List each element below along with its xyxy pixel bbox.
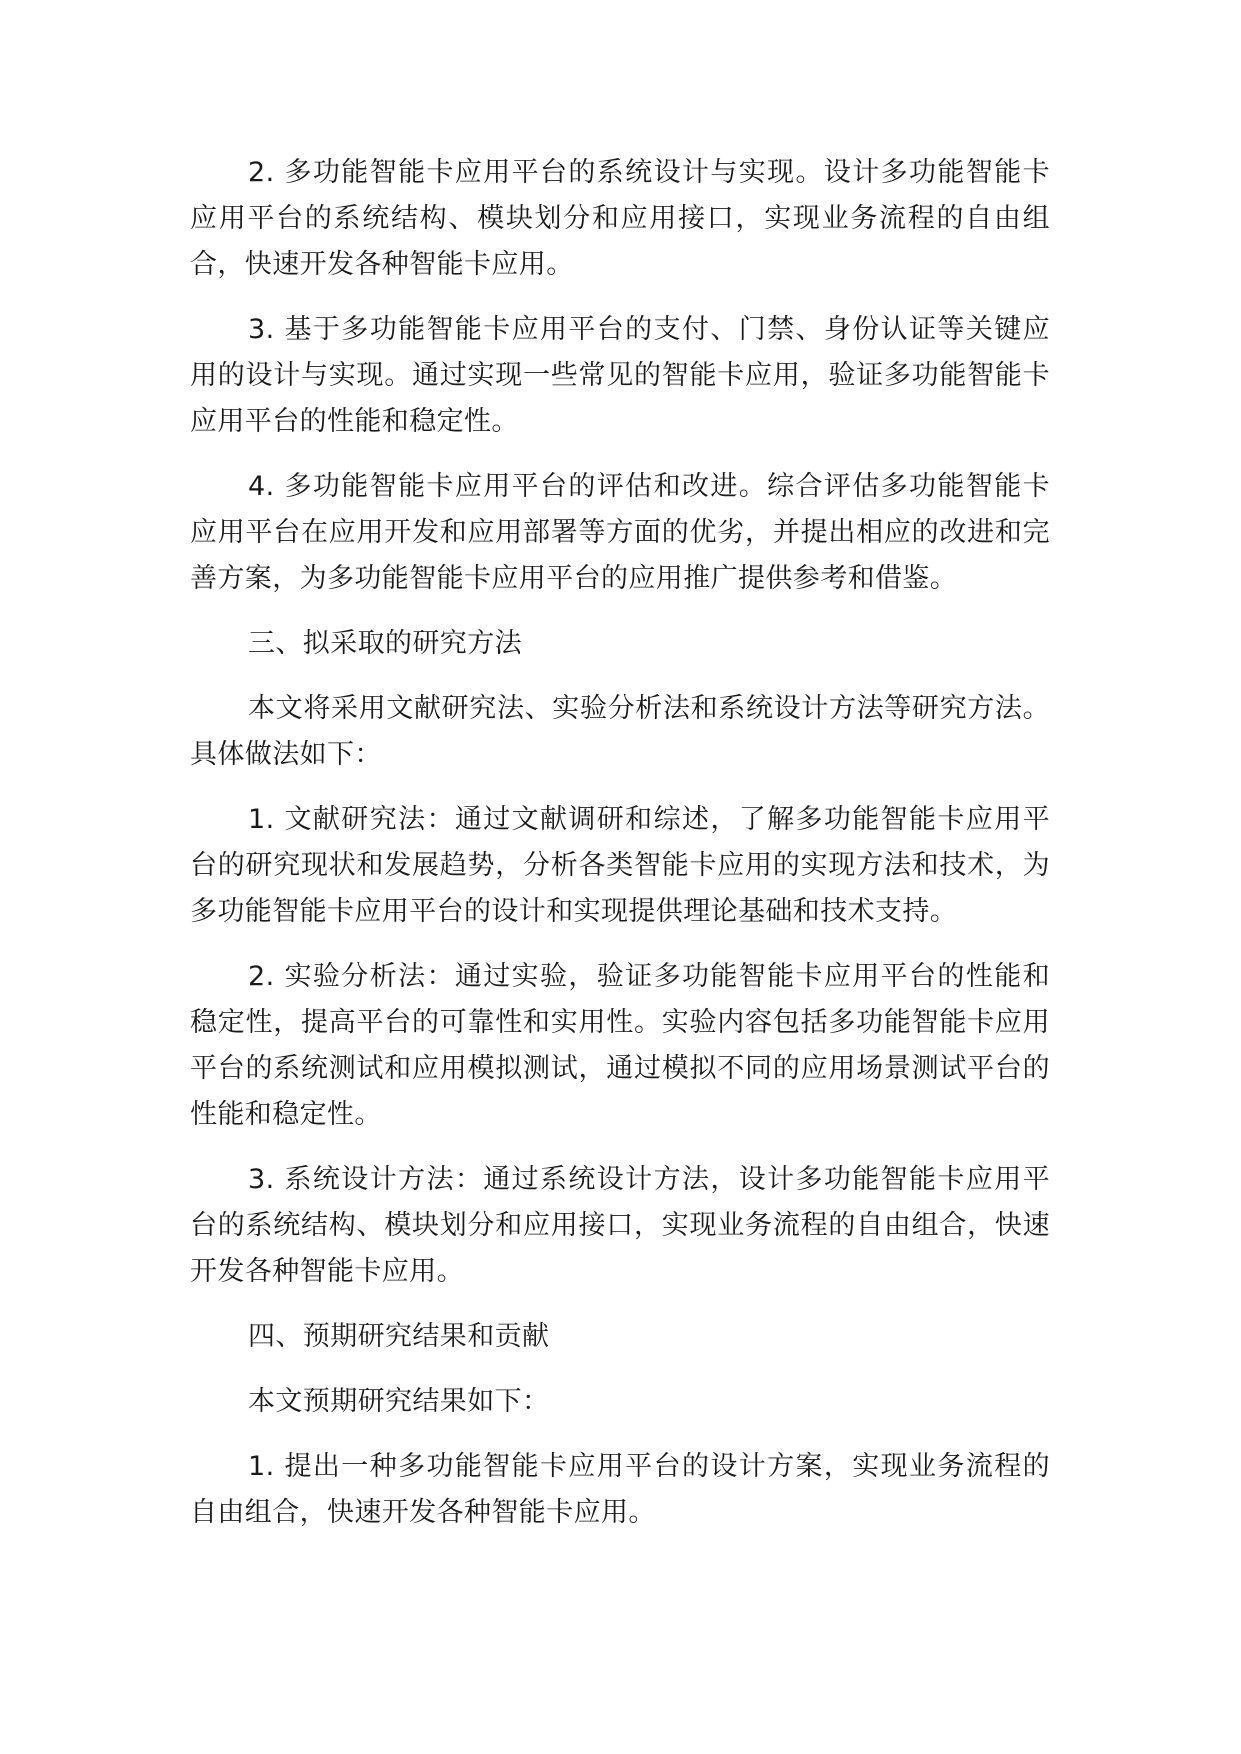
paragraph-results-intro: 本文预期研究结果如下： [248, 1386, 550, 1417]
paragraph-item-3-key-applications: 3. 基于多功能智能卡应用平台的支付、门禁、身份认证等关键应用的设计与实现。通过实现一些常见的智能卡应用，验证多功能智能卡应用平台的性能和稳定性。 [190, 314, 1050, 437]
section-heading-expected-results: 四、预期研究结果和贡献 [248, 1321, 550, 1352]
paragraph-item-4-evaluation: 4. 多功能智能卡应用平台的评估和改进。综合评估多功能智能卡应用平台在应用开发和应用部署等方面的优劣，并提出相应的改进和完善方案，为多功能智能卡应用平台的应用推广提供参考和借鉴。 [190, 471, 1050, 594]
paragraph-method-experiment: 2. 实验分析法：通过实验，验证多功能智能卡应用平台的性能和稳定性，提高平台的可靠性和实用性。实验内容包括多功能智能卡应用平台的系统测试和应用模拟测试，通过模拟不同的应用场景测试平台的性能和稳定性。 [190, 961, 1050, 1130]
paragraph-result-1: 1. 提出一种多功能智能卡应用平台的设计方案，实现业务流程的自由组合，快速开发各种智能卡应用。 [190, 1451, 1050, 1528]
document-body [190, 150, 1050, 1555]
section-heading-research-methods: 三、拟采取的研究方法 [248, 628, 522, 659]
paragraph-methods-intro: 本文将采用文献研究法、实验分析法和系统设计方法等研究方法。具体做法如下： [190, 693, 1050, 770]
paragraph-method-system-design: 3. 系统设计方法：通过系统设计方法，设计多功能智能卡应用平台的系统结构、模块划分和应用接口，实现业务流程的自由组合，快速开发各种智能卡应用。 [190, 1164, 1050, 1287]
paragraph-item-2-system-design: 2. 多功能智能卡应用平台的系统设计与实现。设计多功能智能卡应用平台的系统结构、模块划分和应用接口，实现业务流程的自由组合，快速开发各种智能卡应用。 [190, 157, 1050, 280]
paragraph-method-literature: 1. 文献研究法：通过文献调研和综述，了解多功能智能卡应用平台的研究现状和发展趋势，分析各类智能卡应用的实现方法和技术，为多功能智能卡应用平台的设计和实现提供理论基础和技术支持。 [190, 804, 1050, 927]
